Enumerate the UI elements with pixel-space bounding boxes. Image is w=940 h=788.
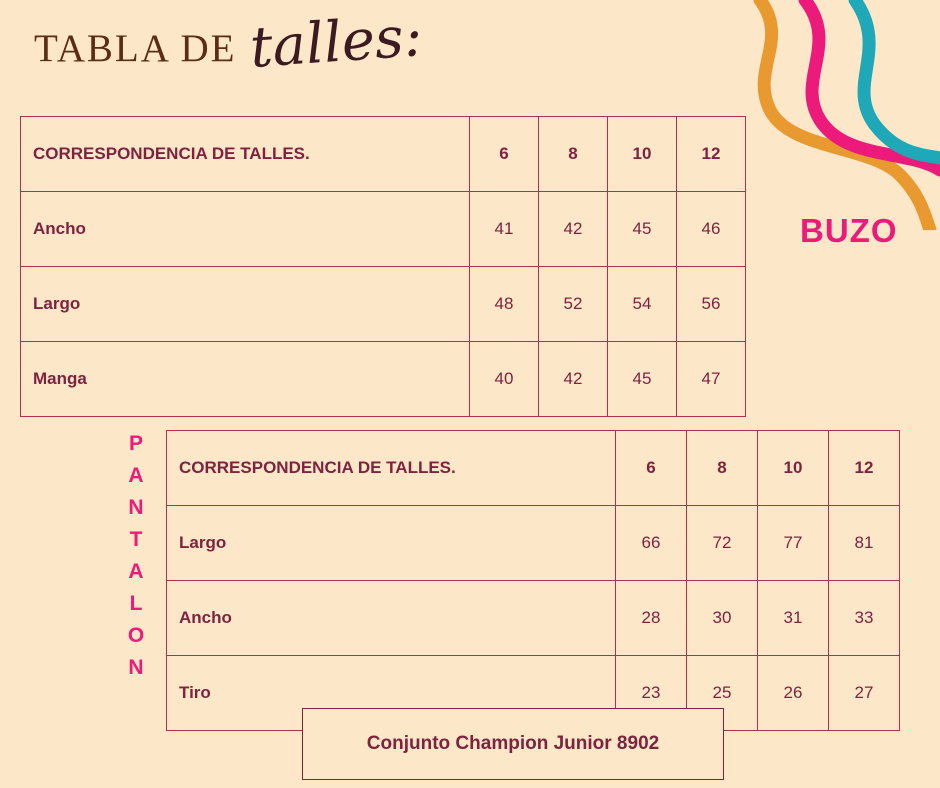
page-title	[34, 4, 425, 81]
row-label: Ancho	[21, 192, 470, 267]
row-label: Largo	[21, 267, 470, 342]
pantalon-letter: N	[128, 496, 144, 519]
table-cell: 42	[539, 192, 608, 267]
table-header-row	[167, 431, 900, 506]
table-cell: 47	[677, 342, 746, 417]
row-label: Ancho	[167, 581, 616, 656]
table-header-cell: CORRESPONDENCIA DE TALLES.	[21, 117, 470, 192]
table-cell: 42	[539, 342, 608, 417]
table-cell: 52	[539, 267, 608, 342]
table-header-cell: 8	[539, 117, 608, 192]
buzo-section-label: BUZO	[800, 212, 898, 249]
table-header-cell: 6	[616, 431, 687, 506]
table-cell: 33	[829, 581, 900, 656]
table-cell: 28	[616, 581, 687, 656]
table-cell: 27	[829, 656, 900, 731]
table-cell: 48	[470, 267, 539, 342]
table-row	[167, 581, 900, 656]
page-title-main: TABLA DE	[34, 27, 237, 70]
table-header-cell: 12	[829, 431, 900, 506]
table-header-cell: 8	[687, 431, 758, 506]
pantalon-letter: A	[128, 464, 144, 487]
table-cell: 56	[677, 267, 746, 342]
row-label: Tiro	[167, 656, 616, 731]
buzo-size-table	[20, 116, 746, 417]
table-row	[21, 342, 746, 417]
pantalon-letter: P	[128, 432, 143, 455]
table-cell: 25	[687, 656, 758, 731]
table-cell: 26	[758, 656, 829, 731]
pantalon-letter: A	[128, 560, 144, 583]
pantalon-letter: T	[129, 528, 143, 551]
table-cell: 40	[470, 342, 539, 417]
product-name-box	[302, 708, 724, 780]
table-cell: 31	[758, 581, 829, 656]
table-cell: 41	[470, 192, 539, 267]
pantalon-size-table	[166, 430, 900, 731]
product-name-text: Conjunto Champion Junior 8902	[366, 733, 660, 754]
table-row	[21, 267, 746, 342]
pantalon-letter: O	[127, 624, 145, 647]
table-header-cell: 10	[608, 117, 677, 192]
row-label: Largo	[167, 506, 616, 581]
table-row	[21, 192, 746, 267]
table-row	[167, 506, 900, 581]
table-cell: 23	[616, 656, 687, 731]
pantalon-section-label	[118, 428, 154, 684]
table-header-row	[21, 117, 746, 192]
table-cell: 54	[608, 267, 677, 342]
table-cell: 72	[687, 506, 758, 581]
table-cell: 66	[616, 506, 687, 581]
table-header-cell: 6	[470, 117, 539, 192]
row-label: Manga	[21, 342, 470, 417]
table-header-cell: 10	[758, 431, 829, 506]
table-header-cell: CORRESPONDENCIA DE TALLES.	[167, 431, 616, 506]
table-cell: 77	[758, 506, 829, 581]
table-cell: 81	[829, 506, 900, 581]
pantalon-letter: N	[128, 656, 144, 679]
page-title-script: talles:	[248, 4, 425, 81]
table-cell: 46	[677, 192, 746, 267]
table-header-cell: 12	[677, 117, 746, 192]
table-cell: 30	[687, 581, 758, 656]
table-cell: 45	[608, 192, 677, 267]
table-cell: 45	[608, 342, 677, 417]
pantalon-letter: L	[129, 592, 143, 615]
